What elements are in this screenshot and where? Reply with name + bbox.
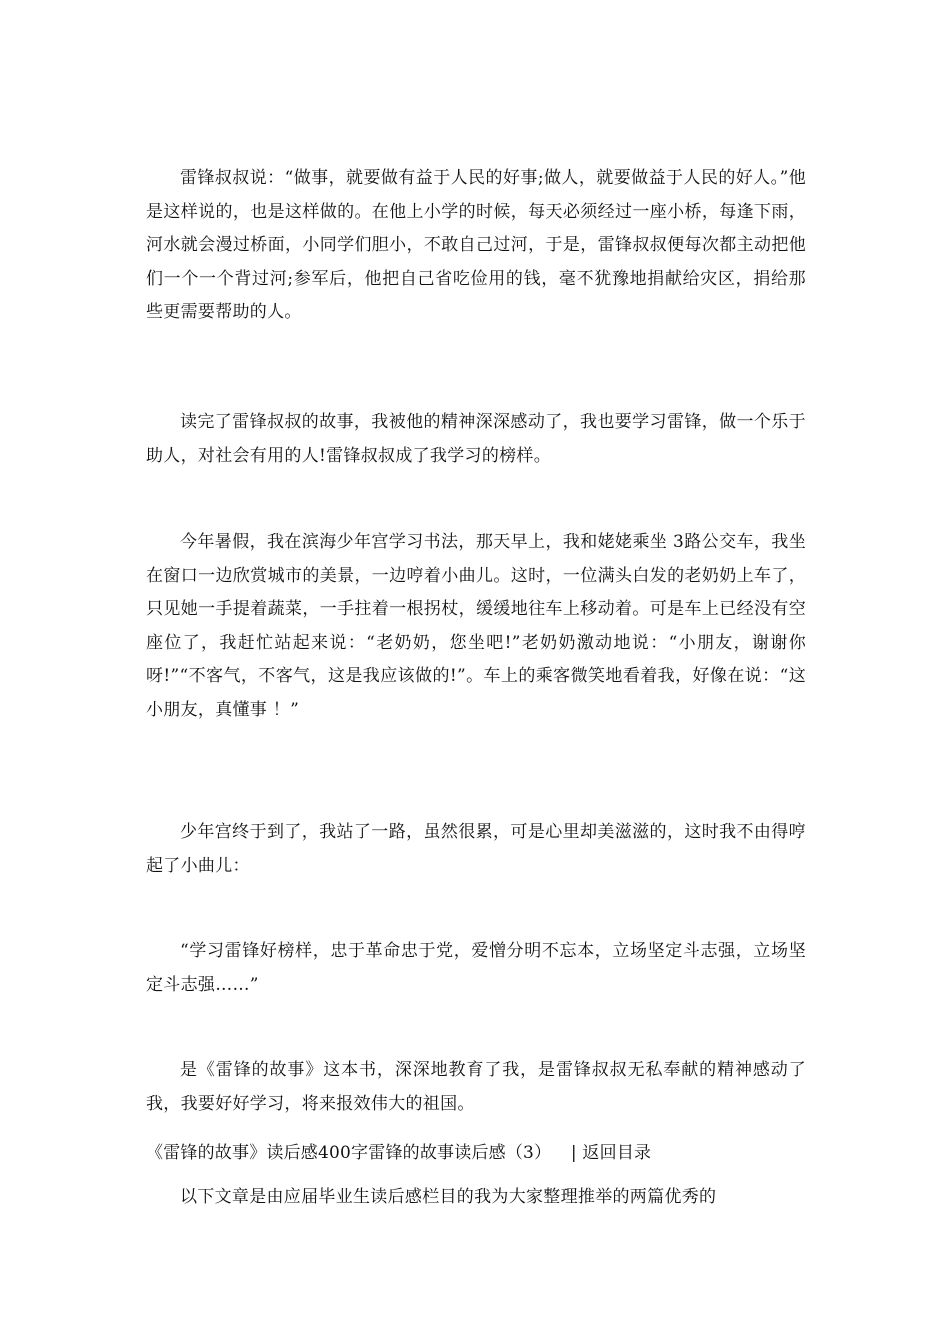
- heading-separator: |: [570, 1143, 577, 1163]
- paragraph-song-lyrics: “学习雷锋好榜样，忠于革命忠于党，爱憎分明不忘本，立场坚定斗志强，立场坚定斗志强……”: [146, 941, 806, 995]
- back-to-contents-link[interactable]: 返回目录: [582, 1143, 652, 1163]
- paragraph-intro-next: 以下文章是由应届毕业生读后感栏目的我为大家整理推举的两篇优秀的: [180, 1187, 717, 1207]
- paragraph-bus-story: 今年暑假，我在滨海少年宫学习书法，那天早上，我和姥姥乘坐 3路公交车，我坐在窗口一边欣赏城市的美景，一边哼着小曲儿。这时，一位满头白发的老奶奶上车了，只见她一手提着蔬菜，一手拄着一根拐杖，缓缓地往车上移动着。可是车上已经没有空座位了，我赶忙站起来说：“老奶奶，您坐吧!”老奶奶激动地说：“小朋友，谢谢你呀!”“不客气，不客气，这是我应该做的!”。车上的乘客微笑地看着我，好像在说：“这小朋友，真懂事 ！”: [146, 532, 806, 720]
- paragraph-lei-feng-quote: 雷锋叔叔说：“做事，就要做有益于人民的好事;做人，就要做益于人民的好人。”他是这样说的，也是这样做的。在他上小学的时候，每天必须经过一座小桥，每逢下雨，河水就会漫过桥面，小同学们胆小，不敢自己过河，于是，雷锋叔叔便每次都主动把他们一个一个背过河;参军后，他把自己省吃俭用的钱，毫不犹豫地捐献给灾区，捐给那些更需要帮助的人。: [146, 168, 806, 322]
- paragraph-arrival: 少年宫终于到了，我站了一路，虽然很累，可是心里却美滋滋的，这时我不由得哼起了小曲儿：: [146, 822, 806, 876]
- section-title: 《雷锋的故事》读后感400字雷锋的故事读后感（3）: [146, 1143, 552, 1163]
- paragraph-after-reading: 读完了雷锋叔叔的故事，我被他的精神深深感动了，我也要学习雷锋，做一个乐于助人，对社会有用的人!雷锋叔叔成了我学习的榜样。: [146, 412, 806, 466]
- section-heading: [146, 1138, 846, 1168]
- paragraph-conclusion: 是《雷锋的故事》这本书，深深地教育了我，是雷锋叔叔无私奉献的精神感动了我，我要好好学习，将来报效伟大的祖国。: [146, 1060, 806, 1114]
